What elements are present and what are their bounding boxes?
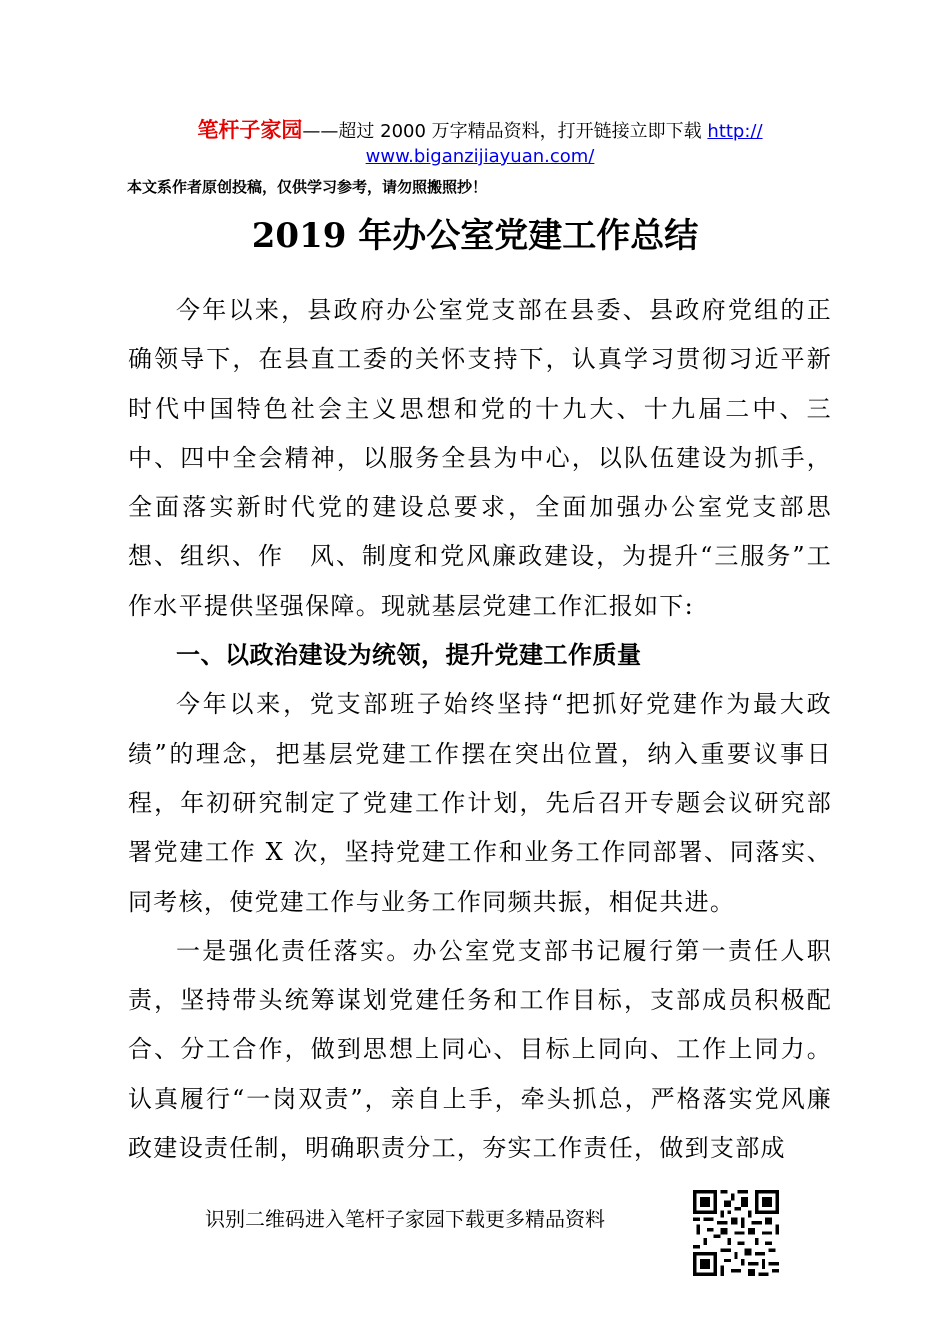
paragraph-section-1: 今年以来，党支部班子始终坚持“把抓好党建作为最大政绩”的理念，把基层党建工作摆在突出位置，纳入重要议事日程，年初研究制定了党建工作计划，先后召开专题会议研究部署党建工作 X 次，坚持党建工作和业务工作同部署、同落实、同考核，使党建工作与业务工作同频共振，相促共进。	[128, 690, 832, 916]
footer-qr-caption: 识别二维码进入笔杆子家园下载更多精品资料	[205, 1207, 605, 1231]
document-body	[128, 286, 832, 1173]
section-heading-1: 一、以政治建设为统领，提升党建工作质量	[176, 641, 642, 670]
copyright-notice: 本文系作者原创投稿，仅供学习参考，请勿照搬照抄！	[127, 178, 488, 196]
header-banner	[150, 118, 810, 169]
document-title: 2019 年办公室党建工作总结	[251, 216, 699, 256]
paragraph-responsibility: 一是强化责任落实。办公室党支部书记履行第一责任人职责，坚持带头统筹谋划党建任务和工作目标，支部成员积极配合、分工合作，做到思想上同心、目标上同向、工作上同力。认真履行“一岗双责”，亲自上手，牵头抓总，严格落实党风廉政建设责任制，明确职责分工，夯实工作责任，做到支部成	[128, 936, 832, 1163]
download-link-part1[interactable]: http://	[707, 121, 763, 142]
brand-name: 笔杆子家园	[197, 118, 303, 142]
download-link-part2[interactable]: www.biganzijiayuan.com/	[365, 146, 595, 167]
paragraph-intro: 今年以来，县政府办公室党支部在县委、县政府党组的正确领导下，在县直工委的关怀支持下，认真学习贯彻习近平新时代中国特色社会主义思想和党的十九大、十九届二中、三中、四中全会精神，以服务全县为中心，以队伍建设为抓手，全面落实新时代党的建设总要求，全面加强办公室党支部思想、组织、作 风、制度和党风廉政建设，为提升“三服务”工作水平提供坚强保障。现就基层党建工作汇报如下:	[128, 296, 832, 620]
qr-code-icon[interactable]	[693, 1190, 779, 1276]
header-tagline: ——超过 2000 万字精品资料，打开链接立即下载	[302, 121, 708, 142]
